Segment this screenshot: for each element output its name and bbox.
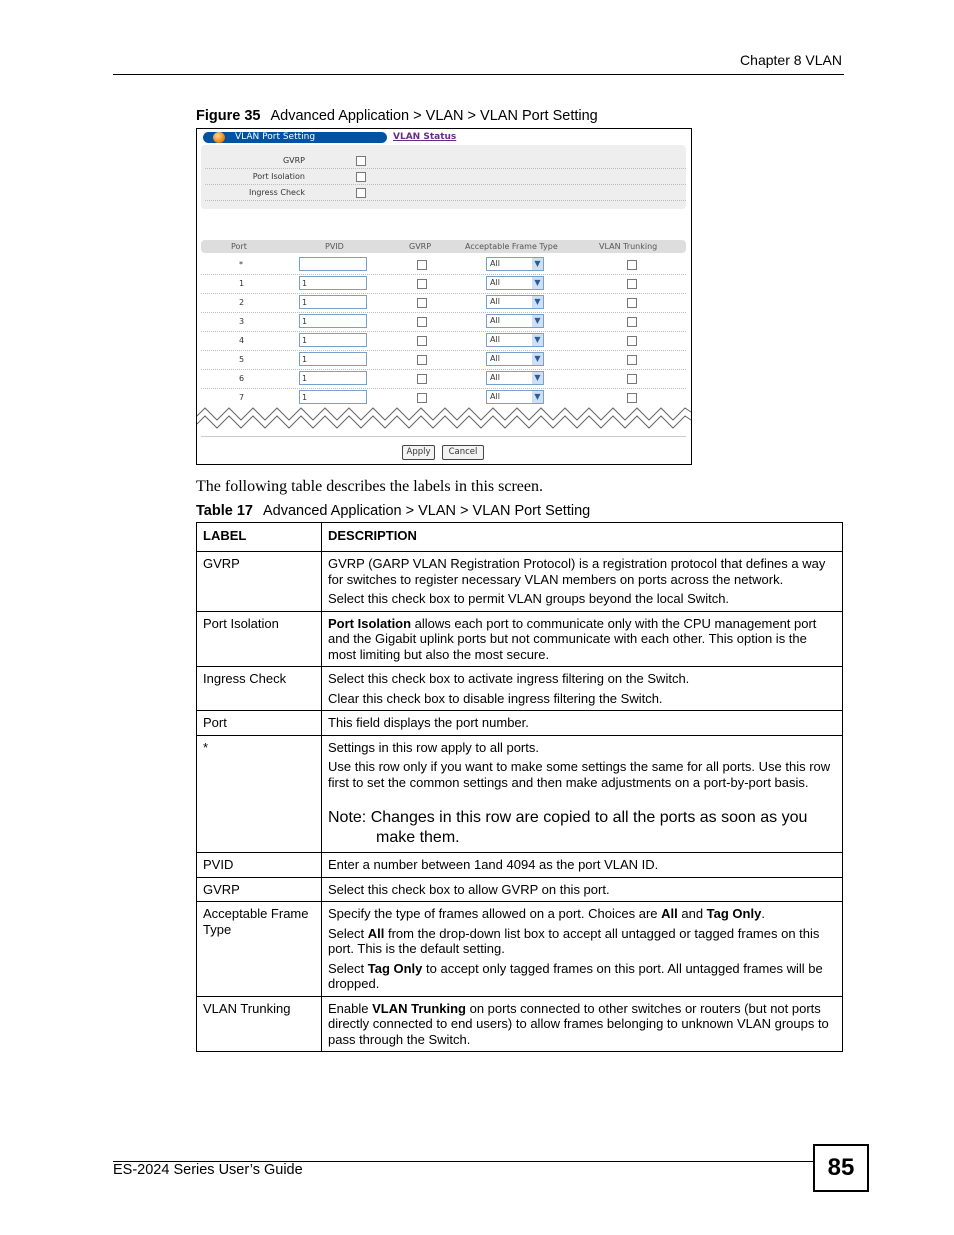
desc-text: on ports connected to other switches or routers (but not ports directly connected to end users) to allow frames belonging to unknown VLAN groups to pass through the Switch. [328, 1000, 829, 1047]
pvid-input[interactable]: 1 [299, 295, 367, 309]
global-options-panel [201, 145, 686, 209]
port-number: 7 [239, 393, 245, 402]
col-pvid: PVID [325, 242, 344, 251]
option-label: Port Isolation [252, 172, 305, 181]
gvrp-checkbox[interactable] [417, 279, 427, 289]
vlan-trunking-checkbox[interactable] [627, 298, 637, 308]
pvid-input[interactable]: 1 [299, 276, 367, 290]
tab-vlan-port-setting[interactable] [203, 132, 387, 143]
vlan-trunking-checkbox[interactable] [627, 260, 637, 270]
page-break-zigzag [197, 402, 691, 432]
desc-text: to accept only tagged frames on this port. All untagged frames will be dropped. [328, 960, 823, 991]
row-description [322, 667, 843, 711]
divider [201, 436, 686, 437]
page-number: 85 [813, 1144, 869, 1192]
chapter-header: Chapter 8 VLAN [740, 52, 842, 68]
vlan-trunking-checkbox[interactable] [627, 317, 637, 327]
desc-paragraph: Select this check box to permit VLAN groups beyond the local Switch. [328, 591, 730, 606]
vlan-status-link[interactable]: VLAN Status [393, 132, 457, 142]
row-description [322, 552, 843, 612]
select-value: All [490, 297, 500, 306]
row-label: Port [197, 711, 322, 736]
table-row [197, 735, 843, 853]
row-label: Port Isolation [197, 611, 322, 667]
option-row-ingress-check [205, 185, 686, 201]
row-label: * [197, 735, 322, 853]
port-row [201, 312, 686, 332]
port-number: 5 [239, 355, 245, 364]
col-gvrp: GVRP [409, 242, 432, 251]
chevron-down-icon: ▼ [532, 258, 543, 270]
select-value: All [490, 392, 500, 401]
apply-button[interactable]: Apply [402, 445, 435, 460]
select-value: All [490, 278, 500, 287]
pvid-input[interactable]: 1 [299, 314, 367, 328]
select-value: All [490, 354, 500, 363]
desc-paragraph [328, 906, 836, 922]
bold-term: All [661, 906, 678, 921]
figure-number: Figure 35 [196, 108, 261, 124]
table-row [197, 996, 843, 1052]
gvrp-checkbox[interactable] [417, 355, 427, 365]
port-number: 1 [239, 279, 245, 288]
desc-text: Select [328, 925, 368, 941]
table-caption [196, 503, 590, 519]
figure-caption [196, 108, 598, 124]
option-label: Ingress Check [248, 188, 305, 197]
desc-paragraph: Clear this check box to disable ingress filtering the Switch. [328, 690, 663, 706]
pvid-input[interactable]: 1 [299, 333, 367, 347]
bold-term: VLAN Trunking [372, 1000, 466, 1016]
row-description [322, 996, 843, 1052]
bold-term: Tag Only [367, 960, 423, 976]
port-row [201, 350, 686, 370]
header-rule [113, 74, 844, 75]
chevron-down-icon: ▼ [532, 334, 543, 346]
desc-paragraph [328, 961, 836, 992]
desc-paragraph [328, 926, 836, 957]
row-description [322, 711, 843, 736]
pvid-input[interactable] [299, 257, 367, 271]
description-table [196, 522, 843, 1052]
row-description [322, 735, 843, 853]
option-row-gvrp [205, 153, 686, 169]
col-port: Port [231, 242, 247, 251]
frame-type-select[interactable] [486, 371, 544, 385]
desc-text: Specify the type of frames allowed on a port. Choices are [328, 906, 662, 921]
pvid-input[interactable]: 1 [299, 371, 367, 385]
port-isolation-checkbox[interactable] [356, 172, 366, 182]
ingress-check-checkbox[interactable] [356, 188, 366, 198]
row-label: GVRP [197, 877, 322, 902]
bold-term: Port Isolation [328, 615, 412, 631]
body-paragraph: The following table describes the labels in this screen. [196, 478, 544, 495]
desc-text: Select [328, 960, 368, 976]
desc-text: . [761, 906, 765, 921]
frame-type-select[interactable] [486, 257, 544, 271]
cancel-button[interactable]: Cancel [442, 445, 484, 460]
chevron-down-icon: ▼ [532, 372, 543, 384]
row-label: VLAN Trunking [197, 996, 322, 1052]
select-value: All [490, 373, 500, 382]
table-row [197, 711, 843, 736]
vlan-port-setting-screenshot [196, 128, 692, 465]
row-label: GVRP [197, 552, 322, 612]
header-description: DESCRIPTION [322, 523, 843, 552]
port-number: 6 [239, 374, 245, 383]
option-row-port-isolation [205, 169, 686, 185]
port-row [201, 369, 686, 389]
vlan-trunking-checkbox[interactable] [627, 374, 637, 384]
footer-guide-title: ES-2024 Series User’s Guide [113, 1162, 303, 1178]
frame-type-select[interactable] [486, 276, 544, 290]
tab-label: VLAN Port Setting [235, 132, 316, 142]
table-header-row [197, 523, 843, 552]
chevron-down-icon: ▼ [532, 315, 543, 327]
chevron-down-icon: ▼ [532, 296, 543, 308]
desc-text: allows each port to communicate only with the CPU management port and the Gigabit uplink ports but not communicate with each other. This option is the most limiting but also the most secure. [328, 615, 817, 662]
row-description [322, 853, 843, 878]
port-number: 4 [239, 336, 245, 345]
gvrp-checkbox[interactable] [356, 156, 366, 166]
frame-type-select[interactable] [486, 333, 544, 347]
port-row [201, 255, 686, 275]
desc-paragraph [328, 1001, 836, 1048]
port-number: 2 [239, 298, 245, 307]
desc-paragraph: This field displays the port number. [328, 715, 529, 730]
desc-paragraph: Use this row only if you want to make some settings the same for all ports. Use this row first to set the common settings and then make adjustments on a port-by-port basis. [328, 759, 831, 790]
chevron-down-icon: ▼ [532, 353, 543, 365]
gvrp-checkbox[interactable] [417, 336, 427, 346]
chevron-down-icon: ▼ [532, 391, 543, 403]
frame-type-select[interactable] [486, 295, 544, 309]
port-row [201, 293, 686, 313]
vlan-trunking-checkbox[interactable] [627, 279, 637, 289]
select-value: All [490, 259, 500, 268]
frame-type-select[interactable] [486, 314, 544, 328]
vlan-trunking-checkbox[interactable] [627, 355, 637, 365]
frame-type-select[interactable] [486, 352, 544, 366]
desc-paragraph [328, 616, 836, 663]
port-row [201, 331, 686, 351]
gvrp-checkbox[interactable] [417, 298, 427, 308]
table-row [197, 611, 843, 667]
row-description [322, 611, 843, 667]
select-value: All [490, 335, 500, 344]
table-row [197, 552, 843, 612]
port-grid-header [201, 240, 686, 253]
row-description [322, 902, 843, 997]
table-title: Advanced Application > VLAN > VLAN Port Setting [262, 503, 591, 519]
header-label: LABEL [197, 523, 322, 552]
desc-text: and [677, 906, 707, 921]
pvid-input[interactable]: 1 [299, 352, 367, 366]
port-row [201, 274, 686, 294]
row-description [322, 877, 843, 902]
bold-term: Tag Only [706, 906, 762, 921]
desc-text: Enable [328, 1000, 373, 1016]
table-row [197, 877, 843, 902]
col-frame-type: Acceptable Frame Type [465, 242, 558, 251]
desc-paragraph: Select this check box to activate ingress filtering on the Switch. [328, 671, 690, 686]
figure-title: Advanced Application > VLAN > VLAN Port Setting [270, 108, 598, 124]
table-number: Table 17 [196, 503, 253, 519]
gvrp-checkbox[interactable] [417, 374, 427, 384]
gvrp-checkbox[interactable] [417, 317, 427, 327]
vlan-trunking-checkbox[interactable] [627, 336, 637, 346]
col-vlan-trunking: VLAN Trunking [599, 242, 658, 251]
pvid-input[interactable]: 1 [299, 390, 367, 404]
orb-icon [213, 132, 225, 143]
table-row [197, 902, 843, 997]
desc-paragraph: GVRP (GARP VLAN Registration Protocol) is a registration protocol that defines a way for switches to register necessary VLAN members on ports across the network. [328, 556, 826, 587]
row-label: Ingress Check [197, 667, 322, 711]
bold-term: All [367, 925, 385, 941]
gvrp-checkbox[interactable] [417, 260, 427, 270]
row-label: Acceptable Frame Type [197, 902, 322, 997]
note-paragraph: Note: Changes in this row are copied to all the ports as soon as you make them. [328, 809, 808, 846]
port-number: 3 [239, 317, 245, 326]
select-value: All [490, 316, 500, 325]
desc-paragraph: Settings in this row apply to all ports. [328, 739, 539, 755]
port-number: * [239, 260, 243, 269]
option-label: GVRP [282, 156, 305, 165]
tab-bar [201, 132, 686, 143]
row-label: PVID [197, 853, 322, 878]
table-row [197, 667, 843, 711]
table-row [197, 853, 843, 878]
desc-text: from the drop-down list box to accept all untagged or tagged frames on this port. This is the default setting. [328, 925, 820, 956]
chevron-down-icon: ▼ [532, 277, 543, 289]
desc-paragraph: Enter a number between 1and 4094 as the port VLAN ID. [328, 857, 659, 872]
desc-paragraph: Select this check box to allow GVRP on this port. [328, 881, 610, 897]
